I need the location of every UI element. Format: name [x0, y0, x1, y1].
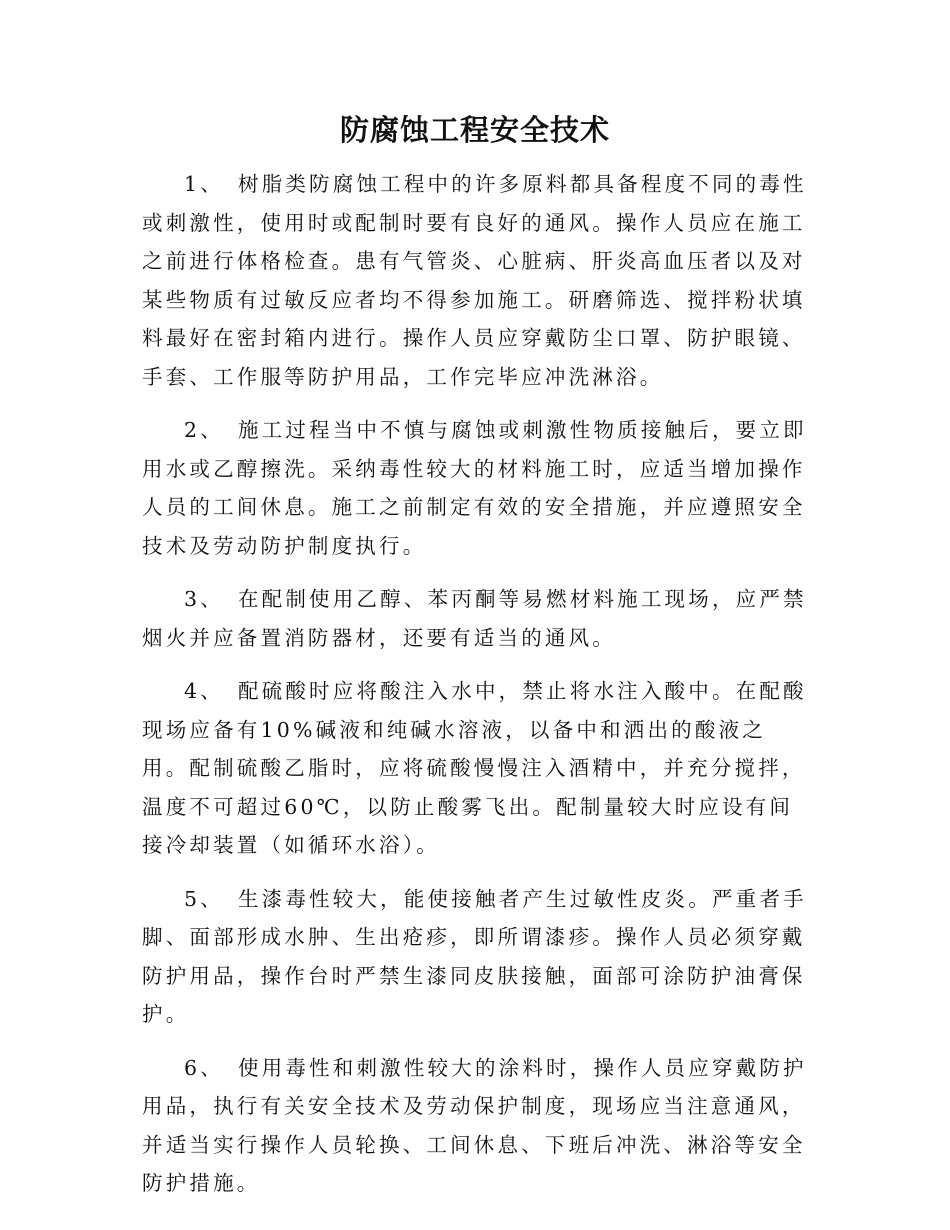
- paragraph-1: [142, 165, 808, 396]
- paragraph-3: [142, 580, 808, 657]
- paragraph-5: [142, 880, 808, 1034]
- paragraph-2: [142, 411, 808, 565]
- paragraph-text: 生漆毒性较大，能使接触者产生过敏性皮炎。严重者手脚、面部形成水肿、生出疮疹，即所谓漆疹。操作人员必须穿戴防护用品，操作台时严禁生漆同皮肤接触，面部可涂防护油膏保护。: [142, 886, 807, 1026]
- document-body: [142, 165, 808, 1218]
- paragraph-number: 4、: [184, 679, 224, 703]
- paragraph-text: 施工过程当中不慎与腐蚀或刺激性物质接触后，要立即用水或乙醇擦洗。采纳毒性较大的材料施工时，应适当增加操作人员的工间休息。施工之前制定有效的安全措施，并应遵照安全技术及劳动防护制度执行。: [142, 418, 807, 558]
- paragraph-number: 1、: [184, 172, 224, 196]
- paragraph-number: 6、: [184, 1055, 224, 1080]
- paragraph-6: [142, 1049, 808, 1203]
- paragraph-4: [142, 672, 808, 865]
- paragraph-text: 在配制使用乙醇、苯丙酮等易燃材料施工现场，应严禁烟火并应备置消防器材，还要有适当的通风。: [142, 587, 807, 650]
- document-title: 防腐蚀工程安全技术: [339, 113, 610, 147]
- paragraph-number: 2、: [184, 418, 224, 442]
- paragraph-text: 使用毒性和刺激性较大的涂料时，操作人员应穿戴防护用品，执行有关安全技术及劳动保护制度，现场应当注意通风，并适当实行操作人员轮换、工间休息、下班后冲洗、淋浴等安全防护措施。: [142, 1055, 807, 1195]
- paragraph-number: 5、: [184, 886, 224, 911]
- paragraph-text: 配硫酸时应将酸注入水中，禁止将水注入酸中。在配酸现场应备有10%碱液和纯碱水溶液，以备中和洒出的酸液之用。配制硫酸乙脂时，应将硫酸慢慢注入酒精中，并充分搅拌，温度不可超过60℃，以防止酸雾飞出。配制量较大时应设有间接冷却装置（如循环水浴）。: [142, 679, 807, 857]
- paragraph-number: 3、: [184, 587, 224, 611]
- paragraph-text: 树脂类防腐蚀工程中的许多原料都具备程度不同的毒性或刺激性，使用时或配制时要有良好的通风。操作人员应在施工之前进行体格检查。患有气管炎、心脏病、肝炎高血压者以及对某些物质有过敏反应者均不得参加施工。研磨筛选、搅拌粉状填料最好在密封箱内进行。操作人员应穿戴防尘口罩、防护眼镜、手套、工作服等防护用品，工作完毕应冲洗淋浴。: [142, 172, 807, 389]
